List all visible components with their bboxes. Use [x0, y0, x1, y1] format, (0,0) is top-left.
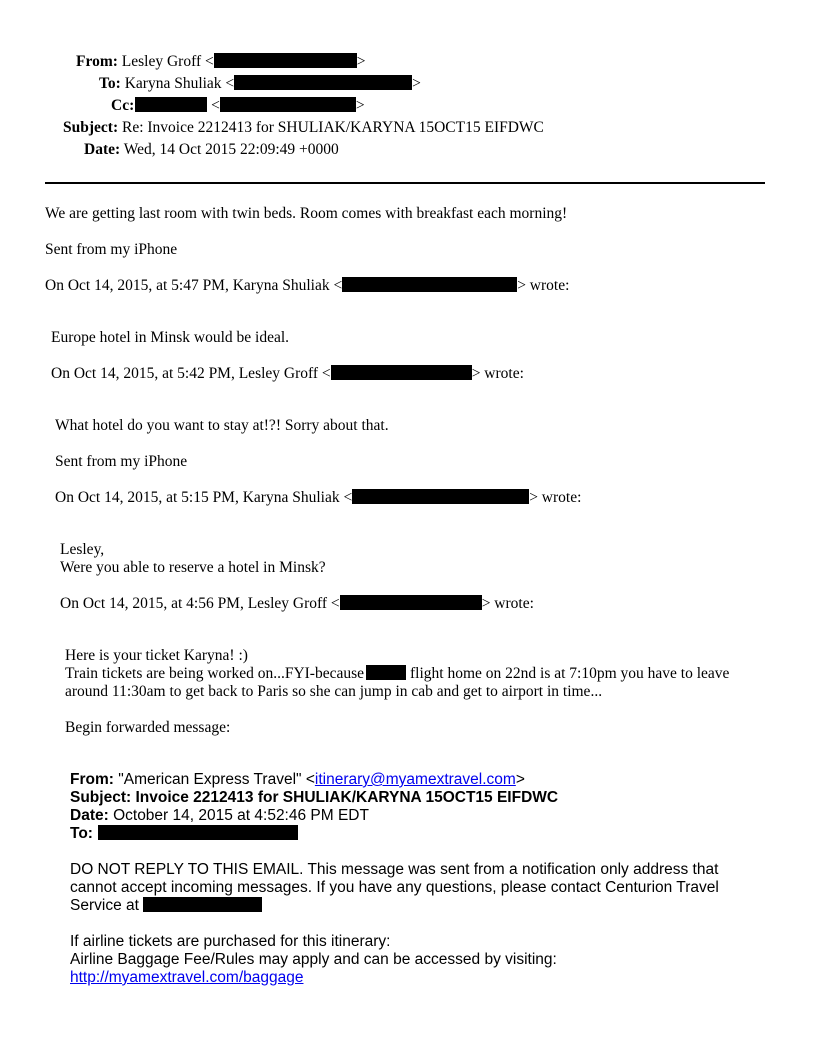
- date-label: Date:: [84, 141, 121, 158]
- redacted-block: [366, 665, 406, 680]
- baggage-link[interactable]: http://myamextravel.com/baggage: [70, 969, 304, 986]
- baggage-link-row: [70, 969, 303, 987]
- subject-label: Subject:: [63, 119, 119, 136]
- fwd-to-row: [70, 825, 298, 843]
- fwd-subject-label: Subject:: [70, 789, 132, 806]
- cc-label: Cc:: [111, 97, 135, 114]
- sender-email-link[interactable]: itinerary@myamextravel.com: [314, 771, 516, 788]
- redacted-block: [352, 489, 529, 504]
- quote-attribution: On Oct 14, 2015, at 5:15 PM, Karyna Shuliak < > wrote:: [55, 489, 582, 506]
- from-value: Lesley Groff <: [121, 53, 214, 70]
- notice-text: DO NOT REPLY TO THIS EMAIL. This message was sent from a notification only address that: [70, 861, 719, 878]
- date-value: Wed, 14 Oct 2015 22:09:49 +0000: [123, 141, 339, 158]
- quote-attribution: On Oct 14, 2015, at 4:56 PM, Lesley Groff < > wrote:: [60, 595, 534, 612]
- header-from-row: From: Lesley Groff < >: [76, 53, 366, 70]
- message-text: What hotel do you want to stay at!?! Sorry about that.: [55, 417, 389, 434]
- redacted-block: [331, 365, 472, 380]
- message-text: We are getting last room with twin beds. Room comes with breakfast each morning!: [45, 205, 568, 222]
- redacted-block: [342, 277, 517, 292]
- fwd-from-row: From: "American Express Travel" <itinerary@myamextravel.com>: [70, 771, 525, 788]
- message-text: Lesley,: [60, 541, 105, 558]
- redacted-block: [214, 53, 357, 68]
- header-cc-row: Cc: < >: [111, 97, 365, 114]
- airline-text: If airline tickets are purchased for this itinerary:: [70, 933, 391, 950]
- message-text: Train tickets are being worked on...FYI-because flight home on 22nd is at 7:10pm you have to leave: [65, 665, 730, 682]
- fwd-date-row: [70, 807, 369, 825]
- header-subject-row: [63, 119, 544, 137]
- quote-attribution: On Oct 14, 2015, at 5:42 PM, Lesley Groff < > wrote:: [51, 365, 524, 382]
- notice-text: Service at: [70, 897, 262, 915]
- message-text: Were you able to reserve a hotel in Minsk?: [60, 559, 326, 576]
- forward-marker: Begin forwarded message:: [65, 719, 231, 736]
- to-value: Karyna Shuliak <: [124, 75, 235, 92]
- airline-text: Airline Baggage Fee/Rules may apply and can be accessed by visiting:: [70, 951, 557, 968]
- header-date-row: [84, 141, 339, 159]
- subject-value: Re: Invoice 2212413 for SHULIAK/KARYNA 15OCT15 EIFDWC: [121, 119, 544, 136]
- redacted-block: [135, 97, 207, 112]
- message-text: Europe hotel in Minsk would be ideal.: [51, 329, 290, 346]
- to-label: To:: [99, 75, 121, 92]
- redacted-block: [143, 897, 262, 912]
- notice-text: cannot accept incoming messages. If you have any questions, please contact Centurion Travel: [70, 879, 719, 896]
- signature: Sent from my iPhone: [45, 241, 178, 258]
- header-divider: [45, 182, 765, 184]
- redacted-block: [234, 75, 412, 90]
- redacted-block: [220, 97, 356, 112]
- fwd-date-label: Date:: [70, 807, 109, 824]
- quote-attribution: On Oct 14, 2015, at 5:47 PM, Karyna Shuliak < > wrote:: [45, 277, 570, 294]
- fwd-date-value: October 14, 2015 at 4:52:46 PM EDT: [113, 807, 369, 824]
- redacted-block: [340, 595, 482, 610]
- message-text: Here is your ticket Karyna! :): [65, 647, 248, 664]
- fwd-from-label: From:: [70, 771, 114, 788]
- message-text: around 11:30am to get back to Paris so she can jump in cab and get to airport in time...: [65, 683, 603, 700]
- fwd-subject-value: Invoice 2212413 for SHULIAK/KARYNA 15OCT15 EIFDWC: [135, 789, 559, 806]
- signature: Sent from my iPhone: [55, 453, 188, 470]
- header-to-row: To: Karyna Shuliak < >: [99, 75, 421, 92]
- fwd-subject-row: [70, 789, 558, 807]
- redacted-block: [98, 825, 298, 840]
- from-label: From:: [76, 53, 118, 70]
- fwd-to-label: To:: [70, 825, 93, 842]
